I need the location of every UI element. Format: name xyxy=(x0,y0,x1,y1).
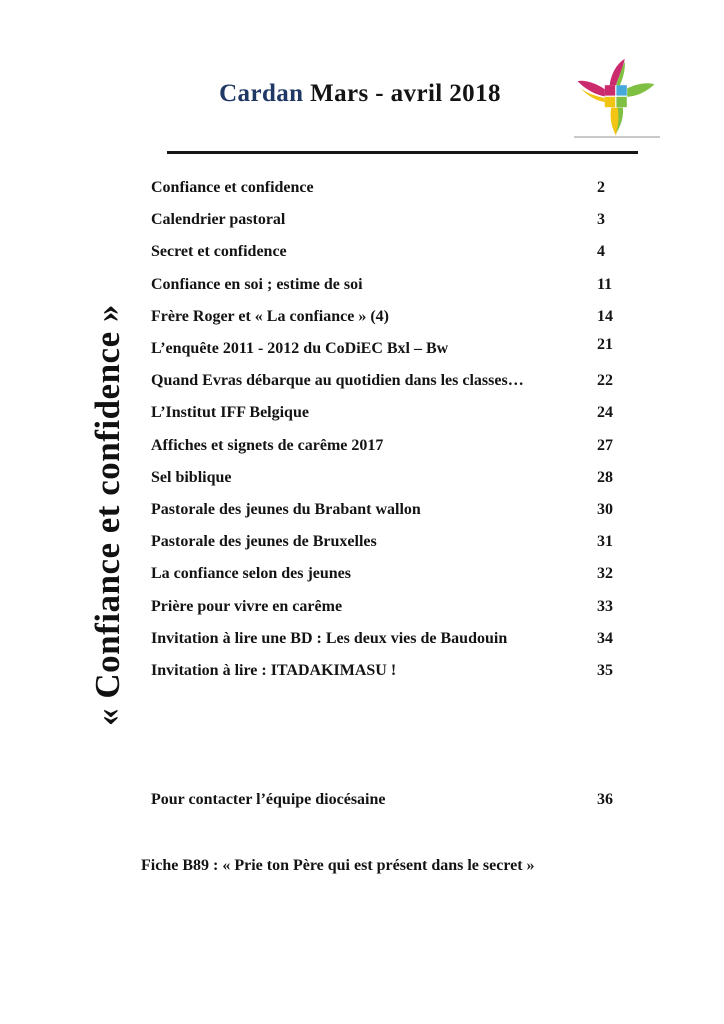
page-title xyxy=(150,80,570,108)
title-brand: Cardan xyxy=(219,80,304,107)
toc-entry-page: 35 xyxy=(597,661,613,679)
toc-entry xyxy=(151,204,631,236)
toc-entry-page: 31 xyxy=(597,533,613,551)
toc-entry xyxy=(151,269,631,301)
toc-entry-title: Invitation à lire une BD : Les deux vies de Baudouin xyxy=(151,629,508,647)
toc-entry-title: Confiance et confidence xyxy=(151,179,314,197)
toc-entry-title: Calendrier pastoral xyxy=(151,211,286,229)
toc-entry-fiche xyxy=(141,852,641,880)
toc-entry-page: 28 xyxy=(597,468,613,486)
toc-entry-page: 21 xyxy=(597,336,613,354)
toc-entry-page: 33 xyxy=(597,597,613,615)
toc-entry-title: Affiches et signets de carême 2017 xyxy=(151,436,384,454)
toc-entry-title: Pastorale des jeunes de Bruxelles xyxy=(151,533,377,551)
toc-entry-title: Fiche B89 : « Prie ton Père qui est présent dans le secret » xyxy=(141,857,535,874)
toc-entry xyxy=(151,172,631,204)
toc-entry-title: L’enquête 2011 - 2012 du CoDiEC Bxl – Bw xyxy=(151,340,449,358)
toc-entry-page: 30 xyxy=(597,500,613,518)
toc-entry xyxy=(151,590,631,622)
toc-entry-page: 3 xyxy=(597,211,605,229)
toc-entry xyxy=(151,333,631,365)
logo-underline xyxy=(574,136,660,138)
toc-entry xyxy=(151,462,631,494)
toc-entry xyxy=(151,558,631,590)
toc-entry-title: Quand Evras débarque au quotidien dans les classes… xyxy=(151,372,524,390)
toc-entry-title: La confiance selon des jeunes xyxy=(151,565,351,583)
toc-entry xyxy=(151,655,631,687)
table-of-contents xyxy=(151,172,631,687)
title-issue: Mars - avril 2018 xyxy=(303,80,501,107)
toc-entry xyxy=(151,365,631,397)
toc-entry-title: Pour contacter l’équipe diocésaine xyxy=(151,791,386,808)
vertical-theme-title: « Confiance et confidence » xyxy=(88,304,127,726)
toc-entry xyxy=(151,430,631,462)
toc-entry-page: 14 xyxy=(597,307,613,325)
toc-entry-title: Prière pour vivre en carême xyxy=(151,597,343,615)
toc-entry-page: 36 xyxy=(597,791,613,808)
toc-entry xyxy=(151,301,631,333)
toc-entry-title: Confiance en soi ; estime de soi xyxy=(151,275,363,293)
toc-entry-page: 24 xyxy=(597,404,613,422)
flared-cross-logo xyxy=(576,58,656,138)
toc-entry-title: Secret et confidence xyxy=(151,243,287,261)
toc-entry-title: Pastorale des jeunes du Brabant wallon xyxy=(151,500,421,518)
toc-entry-title: Sel biblique xyxy=(151,468,232,486)
toc-entry-title: Frère Roger et « La confiance » (4) xyxy=(151,307,389,325)
toc-entry-page: 22 xyxy=(597,372,613,390)
toc-entry-title: L’Institut IFF Belgique xyxy=(151,404,309,422)
header-rule xyxy=(167,151,638,154)
toc-entry-page: 32 xyxy=(597,565,613,583)
toc-entry xyxy=(151,526,631,558)
toc-entry xyxy=(151,236,631,268)
toc-entry-page: 34 xyxy=(597,629,613,647)
toc-entry-title: Invitation à lire : ITADAKIMASU ! xyxy=(151,661,397,679)
toc-entry-page: 11 xyxy=(597,275,613,293)
toc-entry xyxy=(151,397,631,429)
toc-entry-page: 4 xyxy=(597,243,605,261)
toc-entry xyxy=(151,494,631,526)
toc-entry-page: 2 xyxy=(597,179,605,197)
toc-entry xyxy=(151,623,631,655)
toc-entry-page: 27 xyxy=(597,436,613,454)
toc-entry-contact xyxy=(151,786,631,814)
